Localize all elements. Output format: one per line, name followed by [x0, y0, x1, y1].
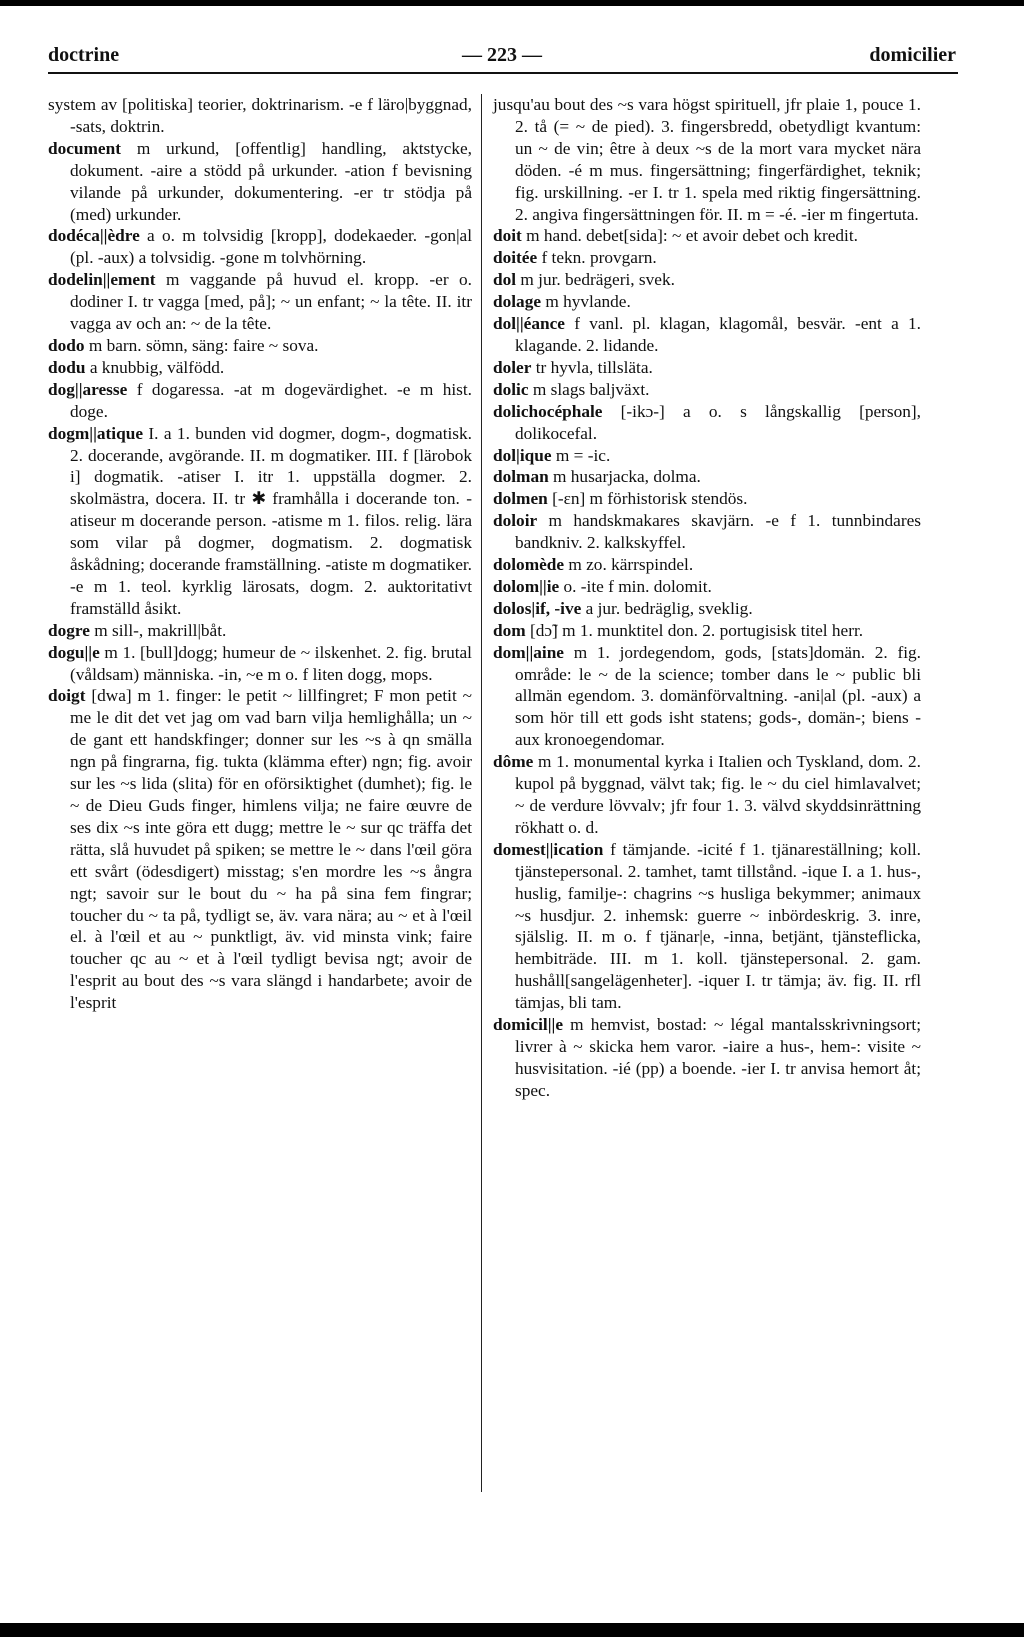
dictionary-entry	[493, 291, 921, 313]
left-column	[48, 94, 472, 1014]
entry-headword: dolos|if, -ive	[493, 598, 582, 618]
entry-text: m handskmakares skavjärn. -e f 1. tunnbindares bandkniv. 2. kalkskyffel.	[515, 511, 921, 553]
dictionary-entry	[493, 401, 921, 445]
dictionary-entry	[48, 379, 472, 423]
entry-text: a o. m tolvsidig [kropp], dodekaeder. -gon|al (pl. -aux) a tolvsidig. -gone m tolvhörning.	[70, 226, 473, 268]
entry-text: o. -ite f min. dolomit.	[563, 576, 712, 596]
dictionary-entry	[493, 357, 921, 379]
entry-text: tr hyvla, tillsläta.	[535, 357, 653, 377]
entry-text: a knubbig, välfödd.	[89, 357, 225, 377]
dictionary-entry	[493, 554, 921, 576]
dictionary-entry	[48, 357, 472, 379]
entry-text: system av [politiska] teorier, doktrinarism. -e f läro|byggnad, -sats, doktrin.	[48, 95, 472, 136]
entry-text: [-ɛn] m förhistorisk stendös.	[552, 489, 748, 509]
dictionary-entry	[493, 247, 921, 269]
entry-headword: doit	[493, 226, 522, 246]
entry-text: f dogaressa. -at m dogevärdighet. -e m hist. doge.	[70, 379, 472, 421]
entry-text: m hyvlande.	[545, 292, 631, 312]
entry-text: m jur. bedrägeri, svek.	[520, 270, 675, 290]
entry-text: f tekn. provgarn.	[541, 248, 657, 268]
dictionary-entry	[48, 685, 472, 1014]
entry-text: m = -ic.	[555, 445, 611, 465]
entry-headword: dodo	[48, 335, 85, 355]
entry-text: f vanl. pl. klagan, klagomål, besvär. -ent a 1. klagande. 2. lidande.	[515, 314, 921, 355]
guide-word-left: doctrine	[48, 44, 120, 66]
entry-headword: dolom||ie	[493, 576, 560, 596]
entry-headword: dolic	[493, 379, 529, 399]
entry-headword: dolichocéphale	[493, 401, 603, 421]
entry-text: [-ikɔ-] a o. s långskallig [person], dolikocefal.	[515, 401, 921, 443]
entry-text: I. a 1. bunden vid dogmer, dogm-, dogmatisk. 2. docerande, avgörande. II. m dogmatiker. III. f [lärobok i] dogmatik. -atiser I. itr 1. uppställa dogmer. 2. skolmästra, docera. II. tr ✱ framhålla i docerande ton. -atiseur m docerande person. -atisme m 1. filos. relig. lära som vilar på dogmer, dogmatism. 2. dogmatisk åskådning; docerande framställning. -atiste m dogmatiker. -e m 1. teol. kyrklig lärosats, dogm. 2. auktoritativt framställd åsikt.	[70, 423, 472, 618]
scan-border-bottom	[0, 1623, 1024, 1637]
dictionary-entry	[493, 620, 921, 642]
entry-headword: doitée	[493, 248, 538, 268]
dictionary-entry	[493, 1014, 921, 1102]
dictionary-entry	[493, 379, 921, 401]
dictionary-entry	[493, 488, 921, 510]
entry-text: [dɔ̃] m 1. munktitel don. 2. portugisisk titel herr.	[529, 620, 864, 640]
entry-headword: dogu||e	[48, 642, 100, 662]
column-divider	[481, 94, 482, 1492]
dictionary-entry	[493, 445, 921, 467]
dictionary-entry	[48, 335, 472, 357]
entry-text: m hemvist, bostad: ~ légal mantalsskrivningsort; livrer à ~ skicka hem varor. -iaire a hus-, hem-: visite ~ husvisitation. -ié (pp) a boende. -ier I. tr anvisa hemort åt; spec.	[515, 1015, 921, 1100]
entry-headword: dolman	[493, 467, 549, 487]
entry-headword: domicil||e	[493, 1015, 564, 1035]
entry-text: m 1. monumental kyrka i Italien och Tyskland, dom. 2. kupol på byggnad, välvt tak; fig. le ~ du ciel himlavalvet; ~ de verdure lövvalv; jfr four 1. 3. välvd skyddsinrättning rökhatt o. d.	[515, 752, 921, 837]
entry-text: m sill-, makrill|båt.	[94, 620, 227, 640]
dictionary-entry	[493, 466, 921, 488]
entry-headword: dôme	[493, 752, 534, 772]
page-number: — 223 —	[462, 44, 542, 66]
guide-word-right: domicilier	[869, 44, 956, 66]
scan-border-top	[0, 0, 1024, 6]
entry-headword: doler	[493, 357, 532, 377]
entry-headword: dodéca||èdre	[48, 226, 140, 246]
entry-headword: dol|ique	[493, 445, 552, 465]
dictionary-entry	[48, 620, 472, 642]
entry-headword: domest||ication	[493, 839, 604, 859]
dictionary-entry	[48, 225, 472, 269]
dictionary-entry	[48, 138, 472, 226]
entry-text: m 1. jordegendom, gods, [stats]domän. 2. fig. område: le ~ de la science; tomber dans le ~ public bli allmän egendom. 3. domänförvaltning. -ani|al (pl. -aux) a som hör till ett gods isht statens; gods-, domän-; biens -aux kronoegendomar.	[515, 642, 921, 750]
entry-headword: doloir	[493, 511, 538, 531]
entry-text: m vaggande på huvud el. kropp. -er o. dodiner I. tr vagga [med, på]; ~ un enfant; ~ la tête. II. itr vagga av och an: ~ de la tête.	[70, 270, 473, 334]
entry-headword: dog||aresse	[48, 379, 128, 399]
entry-text: m zo. kärrspindel.	[568, 555, 694, 575]
entry-headword: dom	[493, 620, 526, 640]
dictionary-entry	[48, 423, 472, 620]
entry-text: jusqu'au bout des ~s vara högst spirituell, jfr plaie 1, pouce 1. 2. tå (= ~ de pied). 3. fingersbredd, obetydligt kvantum: un ~ de vin; être à deux ~s de la mort vara mycket nära döden. -é m mus. fingersättning; fingerfärdighet, teknik; fig. urskillning. -er I. tr 1. spela med riktig fingersättning. 2. angiva fingersättningen för. II. m = -é. -ier m fingertuta.	[493, 95, 921, 224]
dictionary-entry	[493, 642, 921, 752]
entry-headword: dolage	[493, 292, 542, 312]
dictionary-entry	[493, 751, 921, 839]
header-rule	[48, 72, 958, 74]
dictionary-entry	[493, 94, 921, 225]
dictionary-entry	[493, 839, 921, 1014]
entry-text: m barn. sömn, säng: faire ~ sova.	[88, 335, 319, 355]
entry-headword: dol	[493, 270, 517, 290]
entry-headword: dogre	[48, 620, 90, 640]
entry-text: m hand. debet[sida]: ~ et avoir debet och kredit.	[526, 226, 858, 246]
entry-text: [dwa] m 1. finger: le petit ~ lillfingret; F mon petit ~ me le dit det vet jag om vad barn vilja hemlighålla; un ~ de gant ett handskfinger; donner sur les ~s à qn smälla ngn på fingrarna, fig. tukta (klämma efter) ngn; fig. avoir sur les ~s lida (slita) för en oförsiktighet (dumhet); fig. le ~ de Dieu Guds finger, himlens vilja; ne faire œuvre de ses dix ~s inte göra ett dugg; mettre le ~ sur qc träffa det rätta, slå huvudet på spiken; se mettre le ~ dans l'œil göra ett svårt (ödesdigert) misstag; s'en mordre les ~s ångra ngt; savoir sur le bout du ~ ha på sina fem fingrar; toucher du ~ ta på, tydligt se, äv. vara nära; au ~ et à l'œil el. à l'œil et au ~ punktligt, äv. vid minsta vink; faire toucher qc au ~ et à l'œil tydligt bevisa ngt; avoir de l'esprit au bout des ~s vara slängd i handarbete; avoir de l'esprit	[70, 686, 472, 1013]
entry-headword: document	[48, 138, 121, 158]
entry-headword: dolomède	[493, 555, 565, 575]
dictionary-entry	[493, 225, 921, 247]
dictionary-entry	[493, 576, 921, 598]
entry-text: m husarjacka, dolma.	[553, 467, 701, 487]
entry-text: a jur. bedräglig, sveklig.	[585, 598, 753, 618]
dictionary-entry	[493, 598, 921, 620]
entry-headword: dom||aine	[493, 642, 564, 662]
entry-text: m slags baljväxt.	[532, 379, 650, 399]
entry-headword: dodu	[48, 357, 86, 377]
entry-text: m 1. [bull]dogg; humeur de ~ ilskenhet. 2. fig. brutal (våldsam) människa. -in, ~e m o. f liten dogg, mops.	[70, 642, 472, 684]
entry-headword: dolmen	[493, 489, 548, 509]
entry-headword: dogm||atique	[48, 423, 143, 443]
entry-headword: dol||éance	[493, 314, 565, 334]
dictionary-entry	[493, 510, 921, 554]
entry-headword: dodelin||ement	[48, 270, 156, 290]
right-column	[493, 94, 921, 1102]
dictionary-entry	[48, 269, 472, 335]
entry-text: f tämjande. -icité f 1. tjänareställning; koll. tjänstepersonal. 2. tamhet, tamt tillstånd. -ique I. a 1. hus-, huslig, familje-: chagrins ~s husliga bekymmer; animaux ~s husdjur. 2. inhemsk: guerre ~ inbördeskrig. 3. inre, själslig. II. m o. f tjänar|e, -inna, betjänt, tjänsteflicka, hembiträde. III. m 1. koll. tjänstepersonal. 2. gam. hushåll[sangelägenheter]. -iquer I. tr tämja; äv. fig. II. rfl tämjas, bli tam.	[515, 839, 921, 1013]
entry-text: m urkund, [offentlig] handling, aktstycke, dokument. -aire a stödd på urkunder. -ation f bevisning vilande på urkunder, dokumentering. -er tr stödja på (med) urkunder.	[70, 138, 472, 224]
dictionary-entry	[493, 313, 921, 357]
page-header	[48, 40, 956, 70]
dictionary-entry	[48, 642, 472, 686]
dictionary-entry	[493, 269, 921, 291]
dictionary-entry	[48, 94, 472, 138]
entry-headword: doigt	[48, 686, 86, 706]
